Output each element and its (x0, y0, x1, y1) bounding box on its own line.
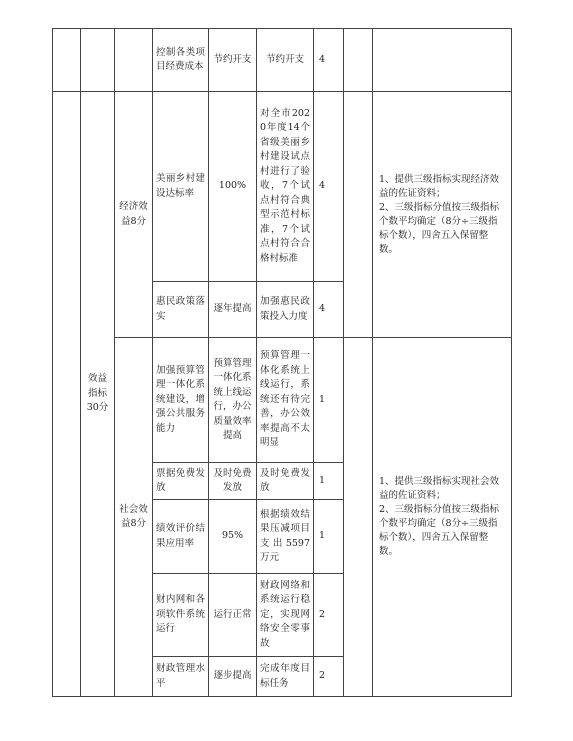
blank-cell (344, 92, 373, 338)
blank-cell (115, 29, 153, 92)
actual-cell: 预算管理一体化系统上线运行，系统还有待完善，办公效率提高不太明显 (257, 338, 314, 463)
sub-category-cell: 社会效益8分 (115, 338, 153, 697)
actual-cell: 加强惠民政策投入力度 (257, 282, 314, 338)
actual-cell: 根据绩效结果压减项目支出5597万元 (257, 500, 314, 574)
blank-cell (344, 29, 373, 92)
target-cell: 预算管理一体化系统上线运行，办公质量效率提高 (209, 338, 257, 463)
score-cell: 4 (314, 29, 344, 92)
blank-cell (344, 338, 373, 697)
table-row (53, 92, 512, 282)
blank-cell (81, 29, 115, 92)
target-cell: 逐年提高 (209, 282, 257, 338)
indicator-cell: 财政管理水平 (153, 657, 209, 697)
sub-category-cell: 经济效益8分 (115, 92, 153, 338)
score-cell: 4 (314, 92, 344, 282)
note-cell: 1、提供三级指标实现经济效益的佐证资料； 2、三级指标分值按三级指标个数平均确定（8分÷三级指标个数），四舍五入保留整数。 (373, 92, 512, 338)
target-cell: 100% (209, 92, 257, 282)
performance-table (52, 28, 512, 697)
actual-cell: 及时免费发放 (257, 463, 314, 500)
score-cell: 1 (314, 338, 344, 463)
indicator-cell: 财内网和各项软件系统运行 (153, 574, 209, 657)
target-cell: 运行正常 (209, 574, 257, 657)
actual-cell: 完成年度目标任务 (257, 657, 314, 697)
target-cell: 95% (209, 500, 257, 574)
indicator-cell: 惠民政策落实 (153, 282, 209, 338)
score-cell: 2 (314, 657, 344, 697)
score-cell: 1 (314, 500, 344, 574)
note-cell (373, 29, 512, 92)
indicator-cell: 加强预算管理一体化系统建设，增强公共服务能力 (153, 338, 209, 463)
indicator-cell: 控制各类项目经费成本 (153, 29, 209, 92)
target-cell: 及时免费发放 (209, 463, 257, 500)
blank-cell (53, 29, 81, 92)
table-row (53, 338, 512, 463)
indicator-cell: 美丽乡村建设达标率 (153, 92, 209, 282)
score-cell: 1 (314, 463, 344, 500)
table-row (53, 29, 512, 92)
indicator-cell: 绩效评价结果应用率 (153, 500, 209, 574)
target-cell: 逐步提高 (209, 657, 257, 697)
score-cell: 4 (314, 282, 344, 338)
blank-cell (53, 92, 81, 697)
target-cell: 节约开支 (209, 29, 257, 92)
category-cell: 效益指标30分 (81, 92, 115, 697)
indicator-cell: 票据免费发放 (153, 463, 209, 500)
actual-cell: 对全市2020年度14个省级美丽乡村建设试点村进行了验收，7个试点村符合典型示范村标准，7个试点村符合合格村标准 (257, 92, 314, 282)
actual-cell: 节约开支 (257, 29, 314, 92)
score-cell: 2 (314, 574, 344, 657)
actual-cell: 财政网络和系统运行稳定，实现网络安全零事故 (257, 574, 314, 657)
note-cell: 1、提供三级指标实现社会效益的佐证资料； 2、三级指标分值按三级指标个数平均确定（8分÷三级指标个数），四舍五入保留整数。 (373, 338, 512, 697)
